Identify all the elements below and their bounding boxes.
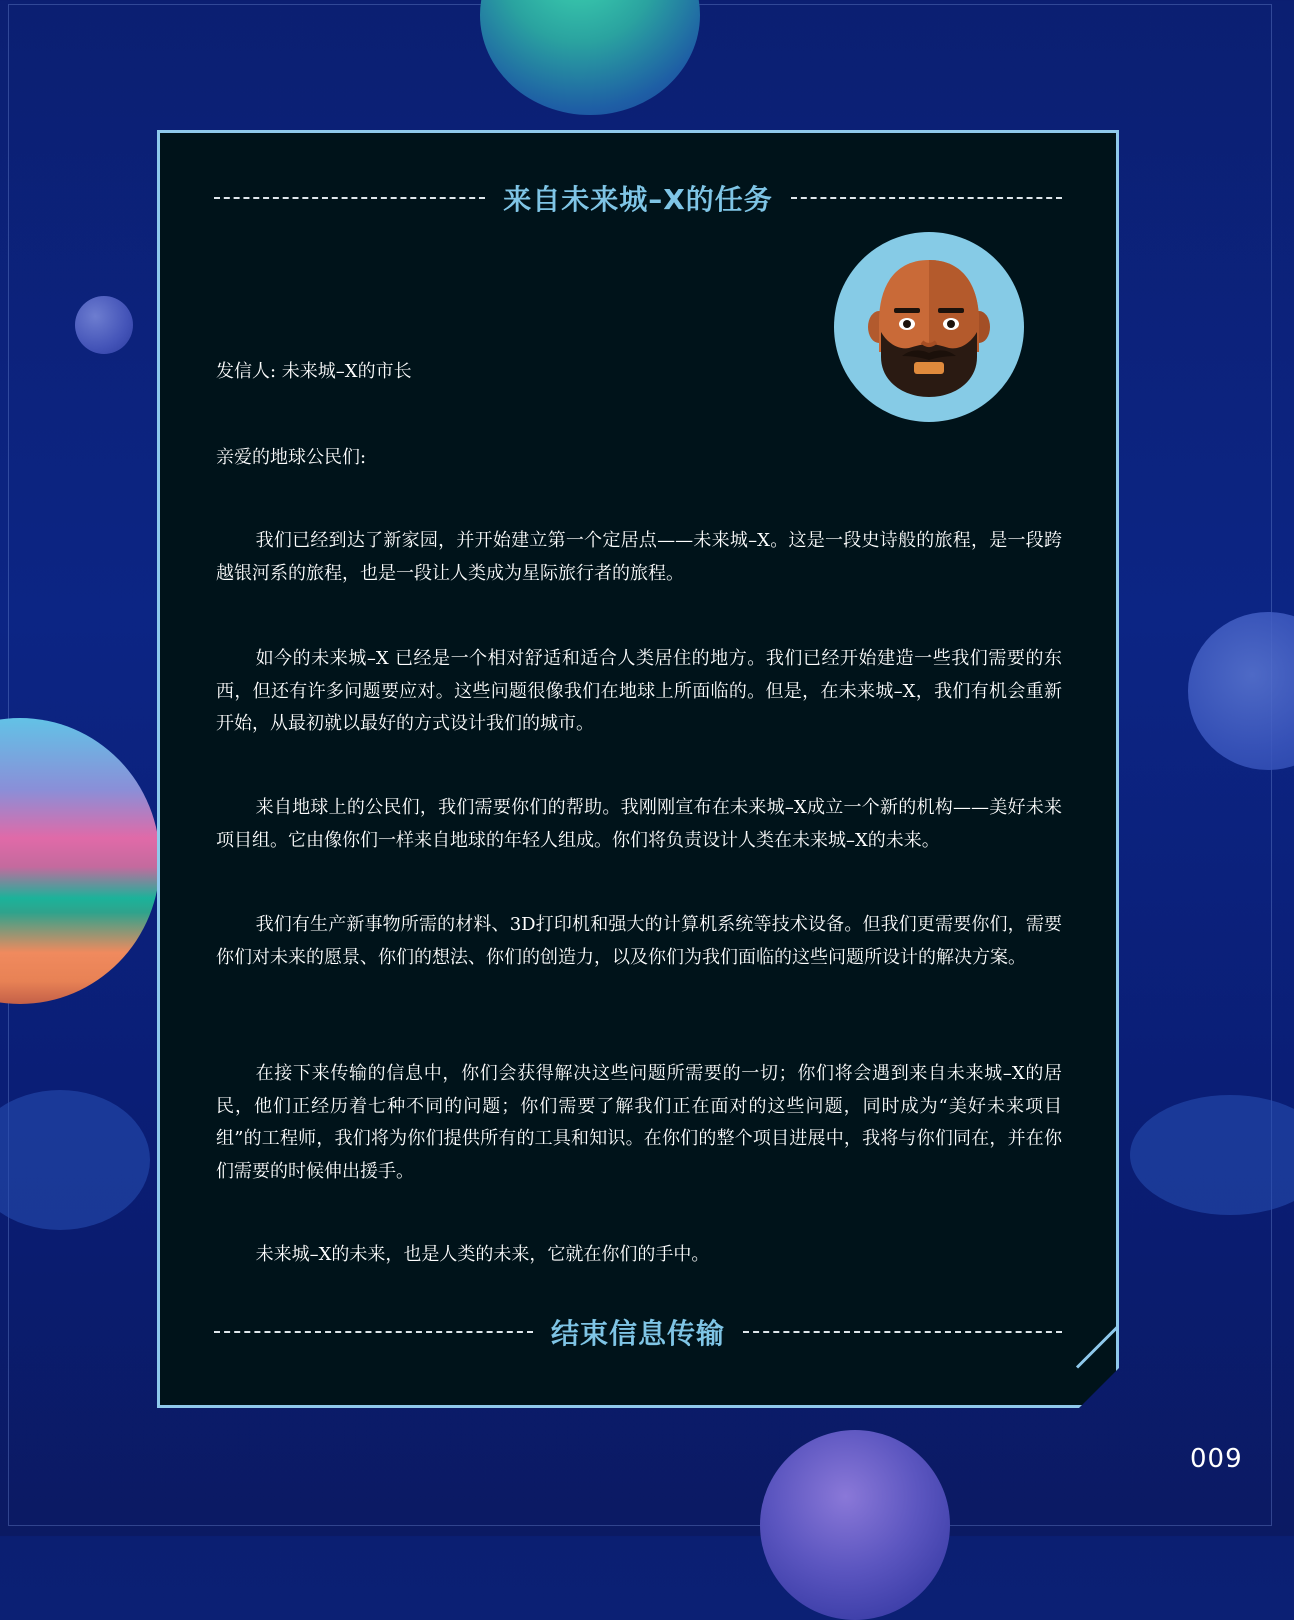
footer-row <box>214 1312 1062 1352</box>
bald-bearded-man-avatar-icon <box>834 232 1024 422</box>
planet-decoration-left <box>0 718 160 1004</box>
planet-decoration-small <box>75 296 133 354</box>
wave-decoration-right <box>1130 1095 1294 1215</box>
letter-paragraph: 我们已经到达了新家园，并开始建立第一个定居点——未来城–X。这是一段史诗般的旅程，是一段跨越银河系的旅程，也是一段让人类成为星际旅行者的旅程。 <box>216 530 1062 584</box>
dashed-divider-left <box>214 197 485 199</box>
letter-paragraph: 如今的未来城–X 已经是一个相对舒适和适合人类居住的地方。我们已经开始建造一些我们需要的东西，但还有许多问题要应对。这些问题很像我们在地球上所面临的。但是，在未来城–X，我们有机会重新开始，从最初就以最好的方式设计我们的城市。 <box>216 648 1062 734</box>
header-row <box>214 178 1062 218</box>
letter-paragraph: 我们有生产新事物所需的材料、3D打印机和强大的计算机系统等技术设备。但我们更需要你们，需要你们对未来的愿景、你们的想法、你们的创造力，以及你们为我们面临的这些问题所设计的解决方案。 <box>216 914 1062 968</box>
planet-decoration-bottom <box>760 1430 950 1620</box>
planet-decoration-right <box>1188 612 1294 770</box>
dashed-divider-right <box>743 1331 1062 1333</box>
wave-decoration-left <box>0 1090 150 1230</box>
letter-title: 来自未来城–X的任务 <box>503 183 773 216</box>
transmission-end-title: 结束信息传输 <box>551 1317 726 1350</box>
letter-paragraph: 来自地球上的公民们，我们需要你们的帮助。我刚刚宣布在未来城–X成立一个新的机构——美好未来项目组。它由像你们一样来自地球的年轻人组成。你们将负责设计人类在未来城–X的未来。 <box>216 797 1062 851</box>
dashed-divider-right <box>791 197 1062 199</box>
dashed-divider-left <box>214 1331 533 1333</box>
salutation: 亲爱的地球公民们: <box>216 447 367 468</box>
letter-paragraph: 未来城–X的未来，也是人类的未来，它就在你们的手中。 <box>255 1244 710 1265</box>
page-number: 009 <box>1190 1444 1243 1474</box>
sender-line: 发信人: 未来城–X的市长 <box>216 361 412 382</box>
letter-paragraph: 在接下来传输的信息中，你们会获得解决这些问题所需要的一切；你们将会遇到来自未来城–X的居民，他们正经历着七种不同的问题；你们需要了解我们正在面对的这些问题，同时成为“美好未来项目组”的工程师，我们将为你们提供所有的工具和知识。在你们的整个项目进展中，我将与你们同在，并在你们需要的时候伸出援手。 <box>216 1063 1062 1182</box>
planet-decoration-top <box>480 0 700 115</box>
